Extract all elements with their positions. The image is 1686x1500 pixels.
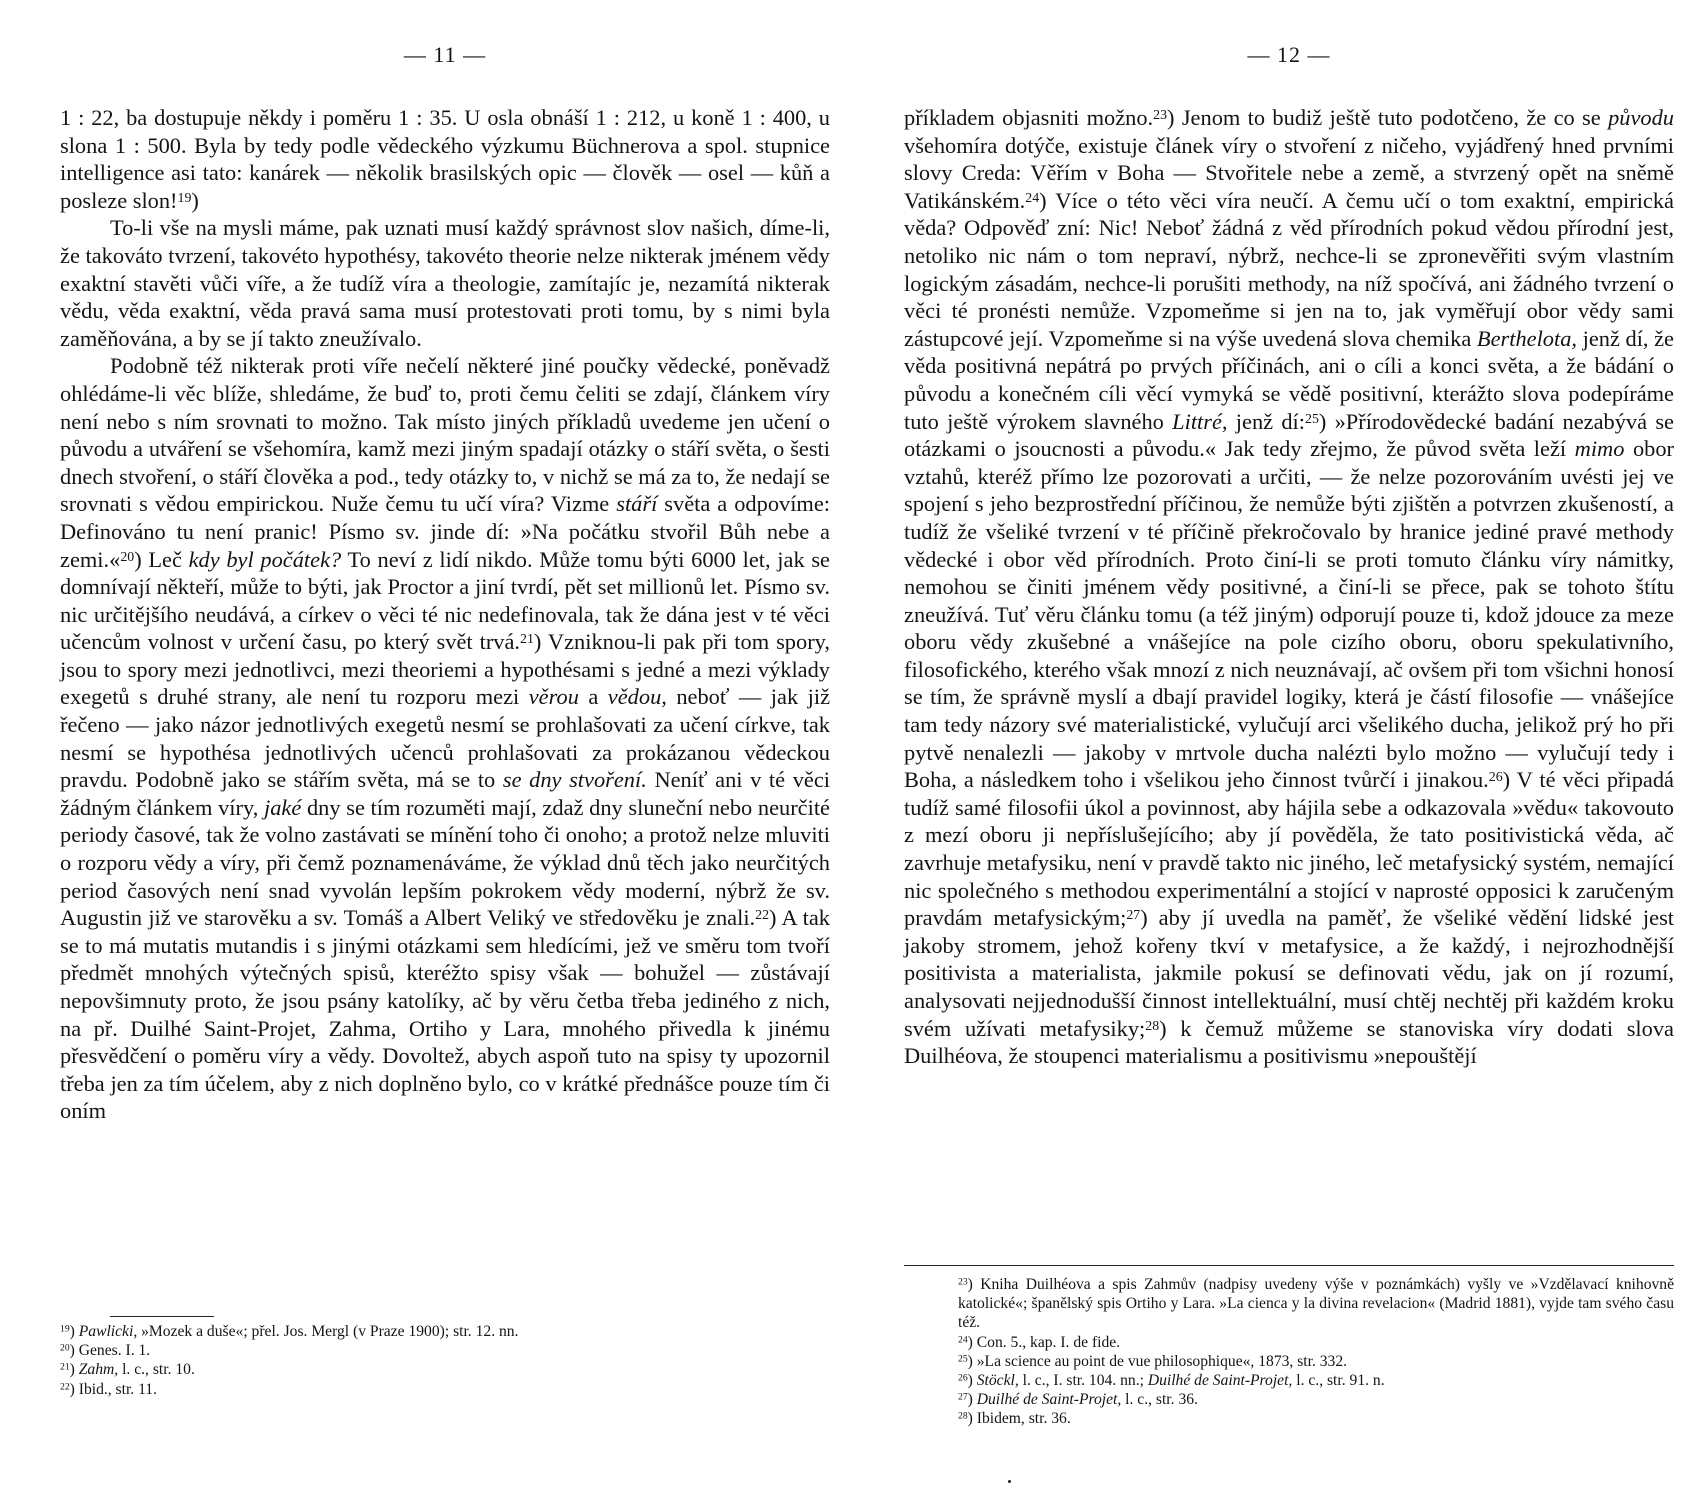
footnotes [60, 1322, 830, 1399]
emphasis-text: původu [1608, 105, 1674, 130]
emphasis-text: věrou [528, 684, 579, 710]
emphasis-text: vědou, [607, 684, 667, 710]
text-run: ) Více o této věci víra neučí. A čemu učí o tom exaktní, empirická věda? Odpověď zní: Nic! Neboť žádná z věd přírodních pokud vědou přírodní jest, netoliko nic nám o tom nepraví, nýbrž, nechce-li se zpronevěřiti svým vlastním logickým zásadám, nechce-li porušiti methody, na níž spočívá, ani žádného tvrzení o věci té pronésti nemůže. Vzpomeňme si jen na to, jak vyměřují obor vědy sami zástupcové její. Vzpomeňme si na výše uvedená slova chemika [904, 187, 1674, 351]
footnote-ref: 23 [958, 1276, 968, 1288]
right-page [894, 0, 1684, 1500]
text-run: světa a odpovíme: Definováno tu není pranic! Písmo sv. jinde dí: »Na počátku stvořil Bůh nebe a zemi.« [60, 491, 831, 572]
footnote-ref: 20 [60, 1342, 70, 1354]
body-text [60, 104, 830, 1125]
emphasis-text: Zahm, [78, 1361, 119, 1379]
footnote [904, 1333, 1674, 1352]
footnote [60, 1341, 830, 1360]
text-run: Podobně též nikterak proti víře nečelí některé jiné poučky vědecké, poněvadž ohlédáme-li věc blíže, shledáme, že buď to, proti čemu čeliti se zdají, článkem víry není nebo s ním srovnati to možno. Tak místo jiných příkladů uvedeme jen učení o původu a utváření se všehomíra, kamž mezi jiným spadají otázky o stáří světa, o šesti dnech stvoření, o stáří člověka a pod., tedy otázky to, v nichž se má za to, že nedají se srovnati s vědou empirickou. Nuže čemu tu učí víra? Vizme [60, 353, 830, 517]
text-run: ) Ibid., str. 11. [69, 1380, 158, 1398]
text-run: ) [69, 1323, 79, 1340]
footnote-rule [110, 1316, 214, 1317]
paragraph [60, 214, 830, 352]
footnote-ref: 26 [958, 1372, 968, 1384]
text-run: obor vztahů, kteréž přímo lze pozorovati a určiti, — že nelze pozorováním uvésti jej ve spojení s jeho bezprostřední příčinou, že nemůže býti zjištěn a potvrzen zkušeností, a tudíž že všeliké tvrzení v té příčině překročovalo by hranice jediné pravé methody vědecké i obor věd přírodních. Proto činí-li se proti tomuto článku víry námitky, nemohou se činiti jménem vědy positivné, a činí-li se přece, pak se tohoto štítu zneužívá. Tuť věru článku tomu (a též jiným) odporují pouze ti, kdož jdouce za meze oboru vědy zkušebné a vnášejíce na pole cizího oboru, oboru spekulativního, filosofického, kterého však mnozí z nich neuznávají, ač ovšem při tom všichni honosí se tím, že správně myslí a dbají pravidel logiky, která je částí filosofie — vnášejíce tam tedy názory své materialistické, vylučují arci všelikého ducha, jelikož prý ho při pytvě nenalezli — jakoby v mrtvole ducha nalézti bylo možno — vylučují tedy i Boha, a následkem toho i všelikou jeho činnost tvůrčí i jinakou. [904, 436, 1674, 793]
text-run: ) k čemuž můžeme se stanoviska víry dodati slova Duilhéova, že stoupenci materialismu a positivismu »nepouštějí [904, 1015, 1674, 1069]
text-run: ) »Přírodovědecké badání nezabývá se otázkami o jsoucnosti a původu.« Jak tedy zřejmo, že původ světa leží [904, 408, 1674, 462]
text-run: ) Leč [134, 546, 189, 572]
text-run: »Mozek a duše«; přel. Jos. Mergl (v Praze 1900); str. 12. nn. [137, 1323, 519, 1340]
body-text [904, 104, 1674, 1070]
text-run: příkladem objasniti možno. [904, 105, 1154, 130]
text-run: ) V té věci připadá tudíž samé filosofii úkol a povinnost, aby hájila sebe a odkazovala »vědu« takovouto z mezí oboru ji nepříslušejícího; aby jí pověděla, že tato positivistická věda, ač zavrhuje metafysiku, není v pravdě takto nic jiného, leč metafysický systém, nemající nic společného s methodou experimentální a stojící v naprosté opposici k zaručeným pravdám metafysickým; [904, 767, 1674, 931]
text-run: ) Con. 5., kap. I. de fide. [967, 1333, 1121, 1351]
text-run: 1 : 22, ba dostupuje někdy i poměru 1 : 35. U osla obnáší 1 : 212, u koně 1 : 400, u slona 1 : 500. Byla by tedy podle vědeckého výzkumu Büchnerova a spol. stupnice intelligence asi tato: kanárek — několik brasilských opic — člověk — osel — kůň a posleze slon! [60, 105, 830, 213]
text-run: ) aby jí uvedla na paměť, že všeliké vědění lidské jest jakoby stromem, jehož kořeny tkví v metafysice, a že každý, i nejrozhodnější positivista a materialista, jakmile pokusí se definovati vědu, jak on jí rozumí, analysovati nejjednodušší činnost intellektuální, musí chtěj nechtěj při každém kroku svém užívati metafysiky; [904, 905, 1675, 1041]
emphasis-text: Stöckl, [976, 1372, 1019, 1390]
page-number: — 12 — [1247, 42, 1331, 67]
footnote-ref: 19 [60, 1323, 70, 1335]
text-run: ) [69, 1361, 79, 1379]
footnote-rule [904, 1265, 1674, 1266]
text-run: ) Jenom to budiž ještě tuto podotčeno, že co se [1167, 105, 1609, 130]
paragraph [60, 352, 830, 1125]
text-run: ) Genes. I. 1. [69, 1342, 151, 1360]
footnote [60, 1322, 830, 1341]
text-run: l. c., str. 10. [118, 1361, 195, 1379]
print-mark [1008, 1480, 1011, 1483]
text-run: ) [967, 1372, 977, 1390]
text-run: jenž dí: [1227, 408, 1305, 434]
emphasis-text: mimo [1574, 436, 1625, 462]
text-run: ) Ibidem, str. 36. [967, 1410, 1071, 1428]
footnote-ref: 23 [1153, 107, 1168, 123]
emphasis-text: jaké [263, 794, 302, 820]
page-number: — 11 — [403, 42, 487, 67]
emphasis-text: Duilhé de Saint-Projet, [976, 1391, 1122, 1409]
emphasis-text: kdy byl počátek? [188, 546, 342, 572]
text-run: ) [967, 1391, 977, 1409]
text-run: ) Kniha Duilhéova a spis Zahmův (nadpisy uvedeny výše v poznámkách) vyšly ve »Vzdělavací knihovně katolické«; španělský spis Ortiho y Lara. »La cienca y la divina revelacion« (Madrid 1881), vyjde tam svého času též. [958, 1276, 1674, 1332]
paragraph [60, 104, 830, 214]
footnote-ref: 22 [755, 907, 770, 923]
emphasis-text: Duilhé de Saint-Projet, [1147, 1372, 1293, 1390]
text-run: To-li vše na mysli máme, pak uznati musí každý správnost slov našich, díme-li, že takováto tvrzení, takovéto hypothésy, takovéto theorie nelze nikterak jménem vědy exaktní stavěti vůči víře, a že tudíž víra a theologie, zamítajíc je, nezamítá nikterak vědu, věda exaktní, věda pravá sama musí protestovati proti tomu, by s nimi byla zaměňována, a by se jí takto zneužívalo. [60, 215, 830, 351]
text-run: ) Vzniknou-li pak při tom spory, jsou to spory mezi jednotlivci, mezi theoriemi a hypothésami s jedné a mezi výklady exegetů s druhé strany, ale není tu rozporu mezi [60, 629, 830, 710]
emphasis-text: se dny stvoření. [502, 767, 647, 793]
footnotes [904, 1275, 1674, 1429]
footnote [60, 1380, 830, 1399]
footnote-ref: 24 [1025, 190, 1040, 206]
text-run: a [578, 684, 608, 710]
paragraph [904, 104, 1674, 1070]
footnote-ref: 21 [60, 1362, 70, 1374]
footnote-ref: 28 [958, 1411, 968, 1423]
text-run: l. c., str. 36. [1121, 1391, 1198, 1409]
footnote-ref: 21 [520, 632, 534, 648]
text-run: ) »La science au point de vue philosophique«, 1873, str. 332. [967, 1352, 1348, 1370]
footnote [904, 1390, 1674, 1409]
footnote [904, 1352, 1674, 1371]
text-run: dny se tím rozuměti mají, zdaž dny sluneční nebo neurčité periody časové, tak že volno zastávati se mínění toho či onoho; a protož nelze mluviti o rozporu vědy a víry, při čemž poznamenáváme, že výklad dnů těch jako neurčitých period časových není snad vyvolán lepším pokrokem vědy moderní, nýbrž že sv. Augustin již ve starověku a sv. Tomáš a Albert Veliký ve středověku je znali. [60, 794, 830, 931]
emphasis-text: stáří [616, 491, 658, 517]
emphasis-text: Littré, [1172, 408, 1228, 434]
footnote-ref: 25 [958, 1353, 968, 1365]
text-run: ) A tak se to má mutatis mutandis i s jinými otázkami sem hledícími, jež ve směru tom tvoří předmět mnohých výtečných spisů, kteréžto spisy však — bohužel — zůstávají nepovšimnuty proto, že jsou psány katolíky, ač by věru četba třeba jediného z nich, na př. Duilhé Saint-Projet, Zahma, Ortiho y Lara, mnohého přivedla k jinému přesvědčení o poměru víry a vědy. Dovoltež, abych aspoň tuto na spisy ty upozornil třeba jen za tím účelem, aby z nich doplněno bylo, co v krátké přednášce pouze tím či oním [60, 905, 830, 1124]
text-run: l. c., I. str. 104. nn.; [1018, 1372, 1148, 1390]
footnote-ref: 24 [958, 1334, 968, 1346]
text-run: Neníť ani v té věci žádným článkem víry, [60, 767, 830, 820]
text-run: jenž dí, že věda positivná nepátrá po prvých příčinách, ani o cíli a konci světa, a že bádání o původu a konečném cíli věcí vymyká se vědě positivní, kterážto slova podepíráme tuto ještě výrokem slavného [904, 325, 1674, 434]
emphasis-text: Berthelota, [1476, 325, 1578, 351]
footnote-ref: 28 [1145, 1018, 1160, 1034]
footnote [904, 1409, 1674, 1428]
emphasis-text: Pawlicki, [78, 1323, 138, 1340]
footnote-ref: 25 [1305, 411, 1319, 427]
left-page [50, 0, 840, 1500]
footnote-ref: 27 [958, 1391, 968, 1403]
footnote [60, 1360, 830, 1379]
footnote-ref: 26 [1488, 770, 1503, 786]
footnote-ref: 20 [120, 549, 135, 565]
text-run: ) [191, 187, 199, 213]
text-run: neboť — jak již řečeno — jako názor jednotlivých exegetů nesmí se prohlašovati za učení církve, tak nesmí se hypothésa jednotlivých učenců prohlašovati za prokázanou vědeckou pravdu. Podobně jako se stářím světa, má se to [60, 684, 831, 793]
text-run: To neví z lidí nikdo. Může tomu býti 6000 let, jak se domnívají někteří, může to býti, jak Proctor a jiní tvrdí, pět set millionů let. Písmo sv. nic určitějšího neudává, a církev o věci té nic nedefinovala, tak že dána jest v té věci učencům volnost v určení času, po který svět trvá. [60, 546, 830, 655]
text-run: l. c., str. 91. n. [1292, 1372, 1385, 1390]
footnote [904, 1371, 1674, 1390]
text-run: všehomíra dotýče, existuje článek víry o stvoření z ničeho, vyjádřený hned prvními slovy Creda: Věřím v Boha — Stvořitele nebe a země, a stvrzený opět na sněmě Vatikánském. [904, 132, 1674, 213]
footnote [904, 1275, 1674, 1333]
footnote-ref: 19 [177, 190, 192, 206]
footnote-ref: 22 [60, 1381, 70, 1393]
footnote-ref: 27 [1126, 907, 1141, 923]
